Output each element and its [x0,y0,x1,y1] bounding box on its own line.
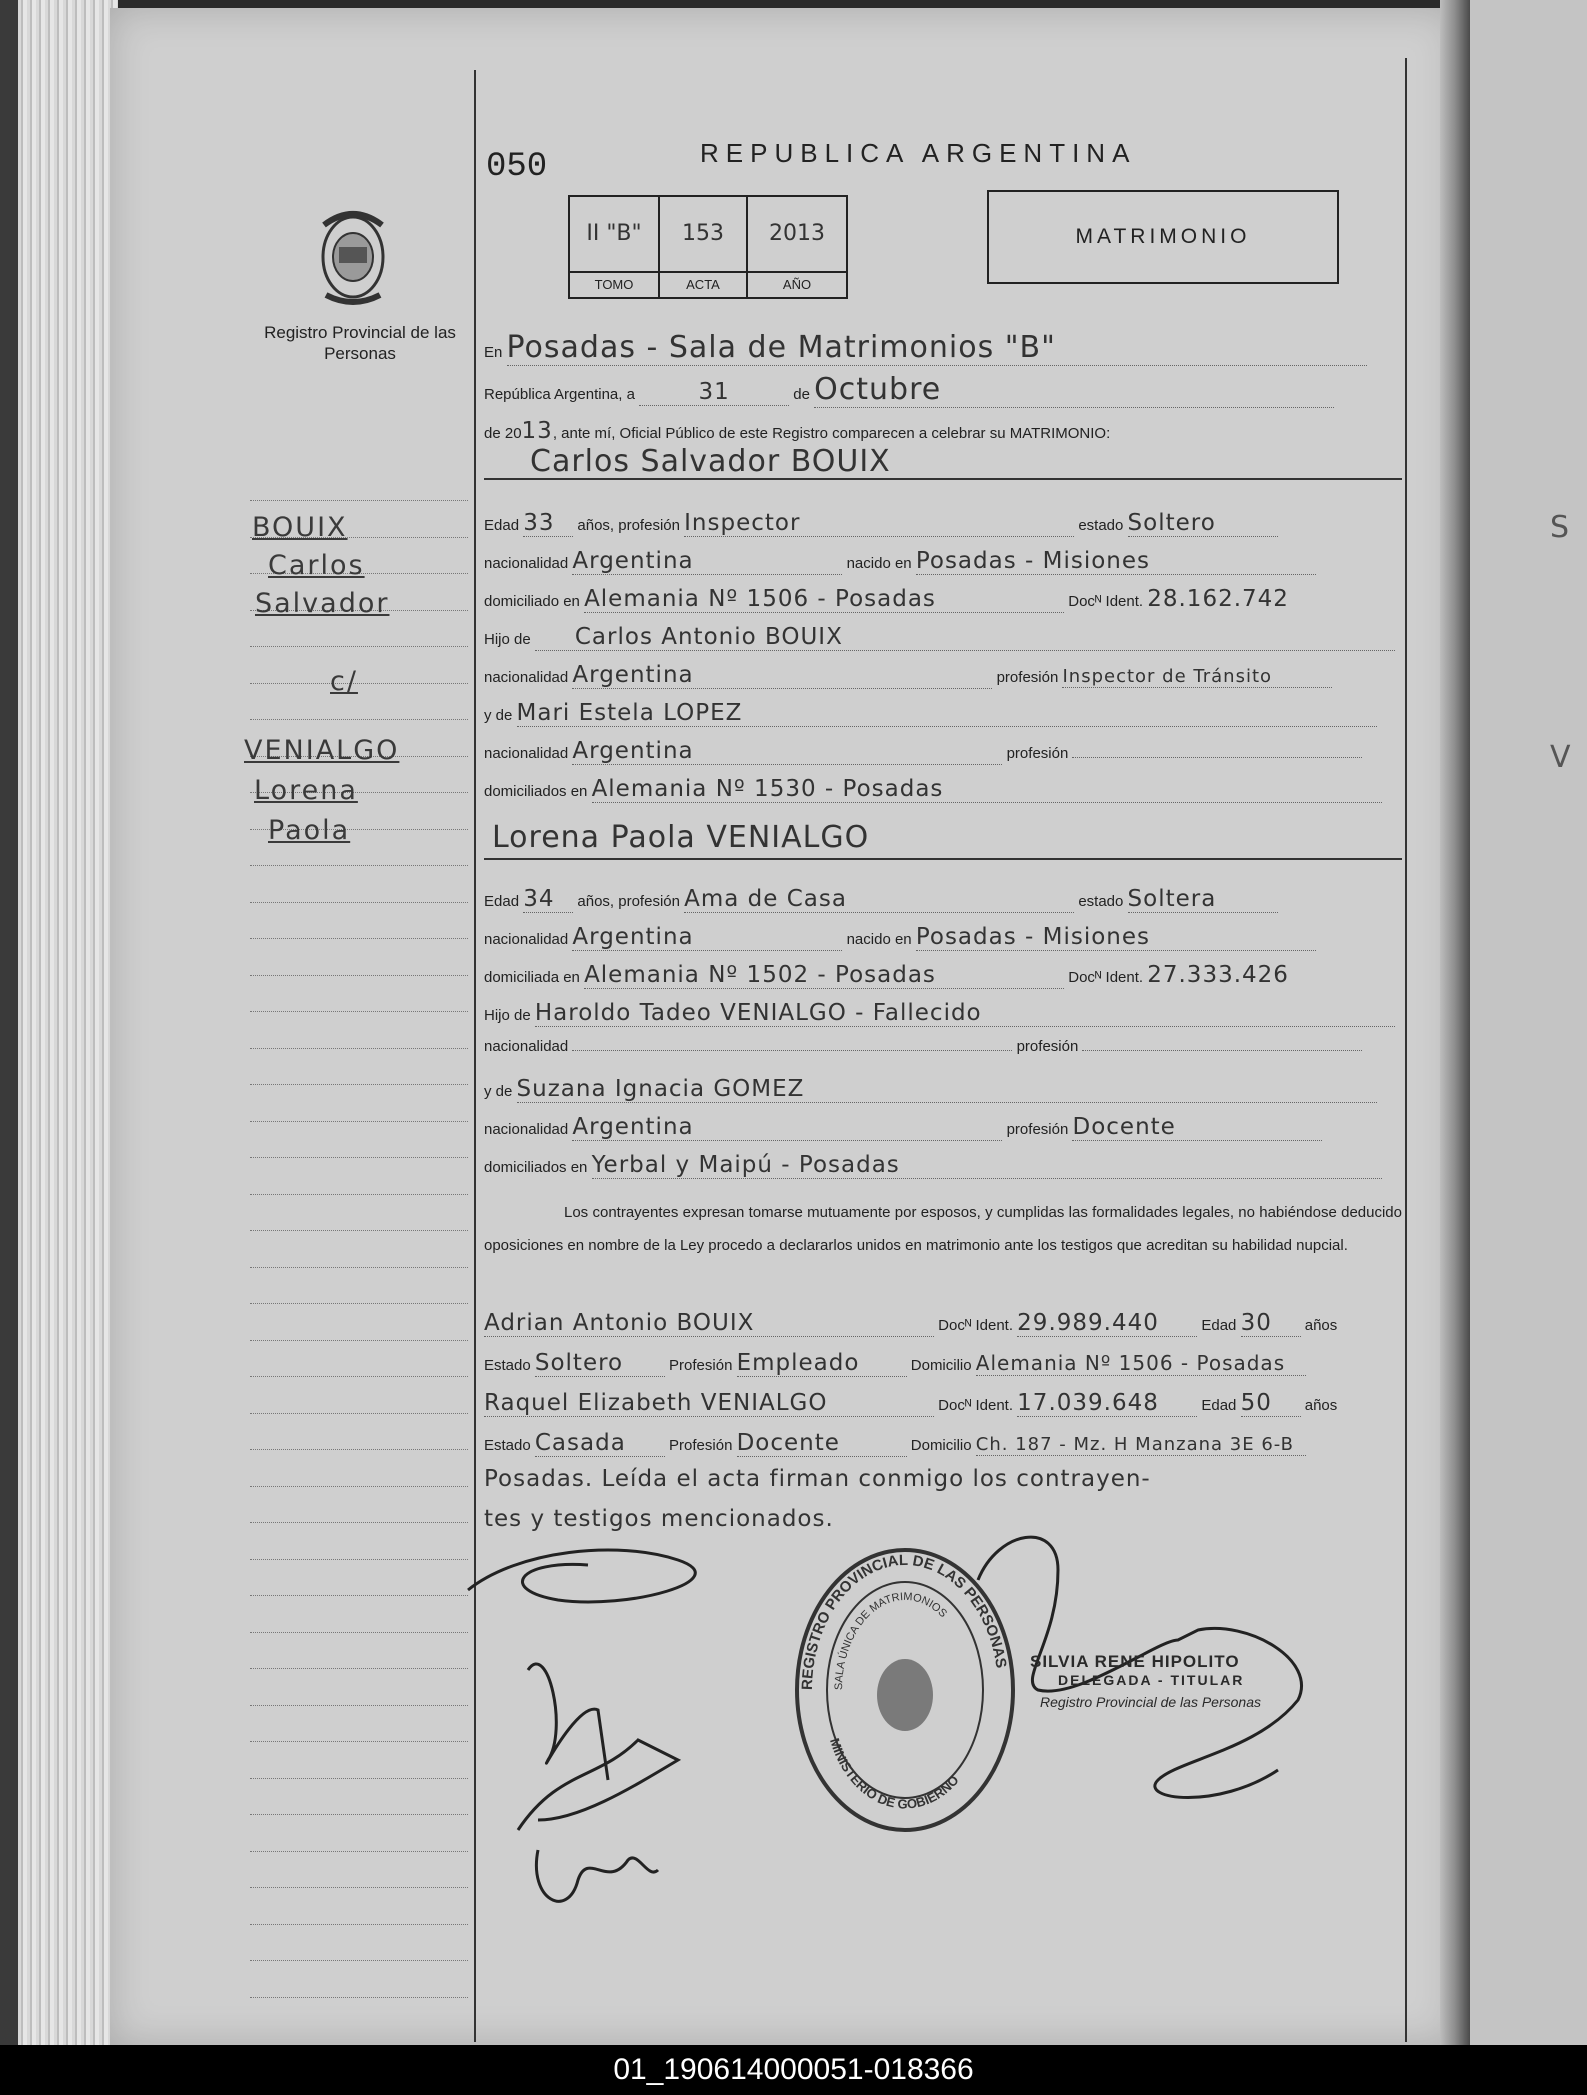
profesion-label: Profesión [669,1357,733,1374]
margin-ruled-line [250,500,468,502]
groom-age-line [484,510,1402,537]
nacionalidad-label: nacionalidad [484,931,569,948]
margin-ruled-line [250,1960,468,1962]
stamp-bottom-text: MINISTERIO DE GOBIERNO [827,1736,962,1812]
groom-nationality: Argentina [572,548,842,575]
stamp-outer-text: REGISTRO PROVINCIAL DE LAS PERSONAS [798,1551,1010,1691]
groom-signature [468,1550,695,1602]
nacionalidad-label: nacionalidad [484,1038,569,1055]
folio-number: 050 [486,148,548,186]
adjacent-page-mark: V [1550,740,1571,775]
bride-name-line [492,820,1410,855]
margin-ruled-line [250,683,468,685]
bride-full-name: Lorena Paola VENIALGO [492,820,870,855]
domiciliado-label: domiciliado en [484,593,580,610]
bride-age: 34 [523,886,573,913]
margin-ruled-line [250,1668,468,1670]
groom-father-nationality: Argentina [572,662,992,689]
intro-date-line [484,372,1402,408]
margin-ruled-line [250,902,468,904]
witness1-address: Alemania Nº 1506 - Posadas [976,1351,1306,1376]
bride-father-name: Haroldo Tadeo VENIALGO - Fallecido [535,1000,1395,1027]
hijo-label: Hijo de [484,631,531,648]
adjacent-page [1470,0,1587,2045]
domiciliados-label: domiciliados en [484,783,588,800]
margin-groom-surname: BOUIX [252,512,348,543]
acta-label: ACTA [660,271,746,297]
acta-value: 153 [682,221,724,246]
groom-parents-address-line [484,776,1402,803]
estado-label: estado [1078,517,1124,534]
margin-conjunction: c/ [330,666,358,697]
margin-ruled-line [250,1230,468,1232]
groom-father-line [484,624,1402,651]
estado-label: estado [1078,893,1124,910]
ceremony-day: 31 [639,379,789,406]
bride-father-nationality-blank [572,1050,1012,1051]
witness1-details-line [484,1350,1402,1377]
ceremony-month: Octubre [814,372,1334,408]
groom-mother-profession-blank [1072,757,1362,758]
margin-bride-name: Paola [268,815,351,846]
margin-ruled-line [250,975,468,977]
groom-mother-details-line [484,738,1402,765]
domiciliada-label: domiciliada en [484,969,580,986]
groom-address: Alemania Nº 1506 - Posadas [584,586,1064,613]
witness2-name: Raquel Elizabeth VENIALGO [484,1390,934,1417]
margin-bride-name: Lorena [254,775,358,806]
margin-ruled-line [250,1851,468,1853]
bride-nationality-line [484,924,1402,951]
edad-label: Edad [1201,1317,1237,1334]
bride-mother-line [484,1076,1402,1103]
margin-ruled-line [250,1011,468,1013]
groom-father-profession: Inspector de Tránsito [1062,666,1332,688]
margin-ruled-line [250,938,468,940]
bride-age-line [484,886,1402,913]
groom-parents-address: Alemania Nº 1530 - Posadas [592,776,1382,803]
republica-label: República Argentina, a [484,386,635,403]
bride-father-details-line [484,1038,1402,1055]
bride-mother-details-line [484,1114,1402,1141]
intro-statement: , ante mí, Oficial Público de este Registro comparecen a celebrar su MATRIMONIO: [552,425,1111,442]
bride-address: Alemania Nº 1502 - Posadas [584,962,1064,989]
margin-groom-name: Carlos [268,550,365,581]
ceremony-place: Posadas - Sala de Matrimonios "B" [507,330,1367,366]
margin-ruled-line [250,1741,468,1743]
profesion-label: profesión [1006,1121,1069,1138]
witness1-name: Adrian Antonio BOUIX [484,1310,934,1337]
official-office: Registro Provincial de las Personas [1040,1694,1261,1710]
closing-text: tes y testigos mencionados. [484,1506,834,1532]
margin-ruled-line [250,1376,468,1378]
witness2-profession: Docente [737,1430,907,1457]
bride-parents-address-line [484,1152,1402,1179]
witness2-line [484,1390,1402,1417]
groom-name-line [530,444,1448,479]
witness2-details-line [484,1430,1402,1457]
witness2-signature [536,1850,658,1901]
margin-ruled-line [250,1449,468,1451]
margin-ruled-line [250,1632,468,1634]
groom-mother-name: Mari Estela LOPEZ [517,700,1377,727]
bride-mother-profession: Docente [1072,1114,1322,1141]
register-reference-table [568,195,848,299]
doc-label: Docᴺ Ident. [1068,969,1144,986]
bride-doc-number: 27.333.426 [1147,962,1289,988]
margin-ruled-line [250,1924,468,1926]
nacionalidad-label: nacionalidad [484,555,569,572]
bride-father-profession-blank [1082,1050,1362,1051]
profesion-label: años, profesión [577,893,680,910]
groom-full-name: Carlos Salvador BOUIX [530,444,891,479]
margin-ruled-line [250,1887,468,1889]
country-title: REPUBLICA ARGENTINA [700,138,1137,168]
en-label: En [484,344,503,361]
margin-ruled-line [250,865,468,867]
groom-birthplace: Posadas - Misiones [916,548,1316,575]
margin-ruled-line [250,1486,468,1488]
estado-label: Estado [484,1357,531,1374]
provincial-emblem-icon [314,205,392,309]
groom-age: 33 [523,510,573,537]
bride-mother-nationality: Argentina [572,1114,1002,1141]
groom-mother-nationality: Argentina [572,738,1002,765]
margin-ruled-line [250,1267,468,1269]
registry-caption: Registro Provincial de las Personas [264,323,456,363]
closing-line [484,1466,1402,1492]
profesion-label: profesión [1016,1038,1079,1055]
nacido-label: nacido en [846,931,912,948]
profesion-label: años, profesión [577,517,680,534]
bride-address-line [484,962,1402,989]
edad-label: Edad [1201,1397,1237,1414]
margin-ruled-line [250,1522,468,1524]
groom-father-name: Carlos Antonio BOUIX [535,624,1395,651]
groom-mother-line [484,700,1402,727]
official-role: DELEGADA - TITULAR [1058,1672,1245,1688]
profesion-label: profesión [996,669,1059,686]
witness1-signature [518,1740,678,1830]
witness2-age: 50 [1241,1390,1301,1417]
margin-ruled-line [250,1303,468,1305]
edad-label: Edad [484,517,520,534]
bride-birthplace: Posadas - Misiones [916,924,1316,951]
tomo-cell [570,197,660,297]
margin-ruled-line [250,1997,468,1999]
intro-statement-line [484,418,1402,444]
ano-cell [748,197,846,297]
ano-label: AÑO [748,271,846,297]
official-name: SILVIA RENE HIPOLITO [1030,1652,1240,1671]
nacido-label: nacido en [846,555,912,572]
bride-mother-name: Suzana Ignacia GOMEZ [517,1076,1377,1103]
margin-ruled-line [250,719,468,721]
bride-father-line [484,1000,1402,1027]
witness1-line [484,1310,1402,1337]
doc-label: Docᴺ Ident. [1068,593,1144,610]
groom-nationality-line [484,548,1402,575]
margin-ruled-line [250,1121,468,1123]
margin-groom-name: Salvador [255,588,390,619]
bride-signature [528,1664,608,1780]
adjacent-page-mark: S [1550,510,1570,545]
profesion-label: profesión [1006,745,1069,762]
closing-text: Posadas. Leída el acta firman conmigo los contrayen- [484,1466,1151,1492]
margin-ruled-line [250,1778,468,1780]
yde-label: y de [484,1083,513,1100]
page-gutter [1440,0,1470,2045]
scan-id: 01_190614000051-018366 [0,2045,1587,2095]
witness2-address: Ch. 187 - Mz. H Manzana 3E 6-B [976,1434,1306,1456]
groom-profession: Inspector [684,510,1074,537]
margin-ruled-line [250,646,468,648]
bride-parents-address: Yerbal y Maipú - Posadas [592,1152,1382,1179]
margin-ruled-line [250,1413,468,1415]
margin-ruled-line [250,1559,468,1561]
groom-doc-number: 28.162.742 [1147,586,1289,612]
nacionalidad-label: nacionalidad [484,1121,569,1138]
nacionalidad-label: nacionalidad [484,745,569,762]
profesion-label: Profesión [669,1437,733,1454]
record-type-box: MATRIMONIO [987,190,1339,284]
margin-ruled-line [250,1084,468,1086]
tomo-value: II "B" [586,221,642,246]
ano-value: 2013 [769,221,825,246]
bride-marital-status: Soltera [1128,886,1278,913]
year-prefix: de 20 [484,425,522,442]
domicilio-label: Domicilio [910,1357,972,1374]
margin-ruled-line [250,1048,468,1050]
margin-ruled-line [250,1595,468,1597]
nacionalidad-label: nacionalidad [484,669,569,686]
ceremony-year: 13 [521,418,553,444]
bride-profession: Ama de Casa [684,886,1074,913]
groom-marital-status: Soltero [1128,510,1278,537]
estado-label: Estado [484,1437,531,1454]
doc-label: Docᴺ Ident. [938,1397,1013,1414]
edad-label: Edad [484,893,520,910]
page-right-rule [1405,58,1407,2042]
bride-nationality: Argentina [572,924,842,951]
margin-ruled-line [250,1340,468,1342]
anos-label: años [1304,1317,1338,1334]
yde-label: y de [484,707,513,724]
groom-address-line [484,586,1402,613]
margin-ruled-line [250,1157,468,1159]
page-stack [18,0,118,2045]
witness1-doc: 29.989.440 [1017,1310,1197,1337]
acta-cell [660,197,748,297]
witness2-doc: 17.039.648 [1017,1390,1197,1417]
margin-ruled-line [250,1705,468,1707]
witness2-status: Casada [535,1430,665,1457]
section-rule [484,858,1402,860]
signatures [458,1520,1378,1930]
tomo-label: TOMO [570,271,658,297]
doc-label: Docᴺ Ident. [938,1317,1013,1334]
de-label: de [793,386,810,403]
hijo-label: Hijo de [484,1007,531,1024]
witness1-status: Soltero [535,1350,665,1377]
margin-ruled-line [250,1814,468,1816]
margin-bride-surname: VENIALGO [244,735,400,766]
section-rule [484,478,1402,480]
margin-ruled-line [250,1194,468,1196]
groom-father-details-line [484,662,1402,689]
witness1-profession: Empleado [737,1350,907,1377]
intro-place-line [484,330,1402,366]
stamp-inner-text: SALA ÚNICA DE MATRIMONIOS [832,1590,950,1691]
domiciliados-label: domiciliados en [484,1159,588,1176]
anos-label: años [1304,1397,1338,1414]
declaration-text: Los contrayentes expresan tomarse mutuamente por esposos, y cumplidas las formalidades legales, no habiéndose deducido oposiciones en nombre de la Ley procedo a declararlos unidos en matrimonio ante los testigos que acreditan su habilidad nupcial. [484,1204,1402,1254]
domicilio-label: Domicilio [910,1437,972,1454]
witness1-age: 30 [1241,1310,1301,1337]
